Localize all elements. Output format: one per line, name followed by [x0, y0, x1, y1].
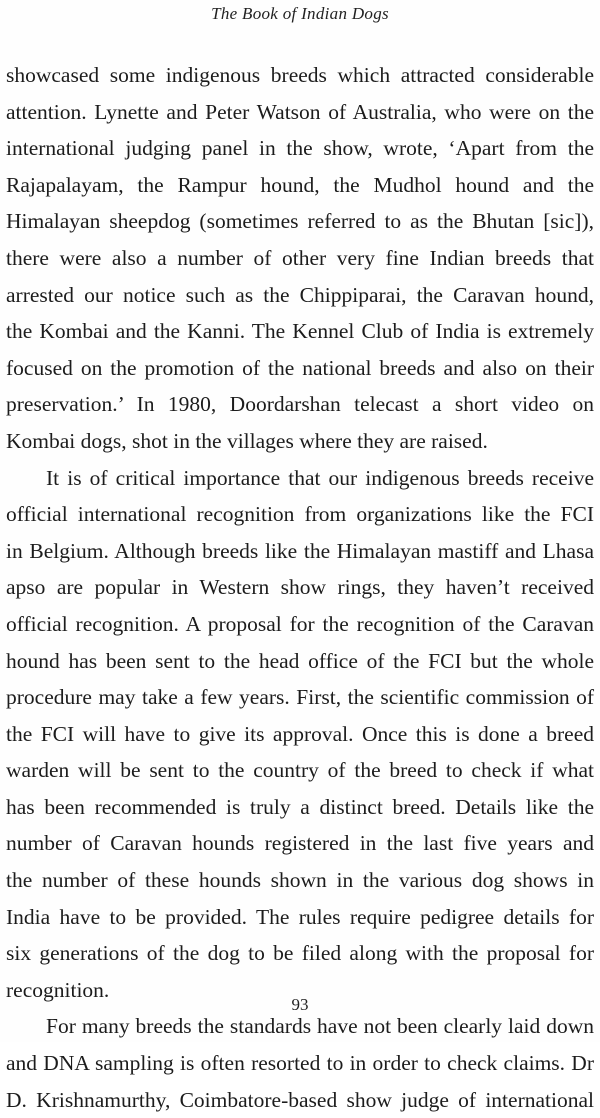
- running-head: The Book of Indian Dogs: [211, 4, 389, 23]
- paragraph-first-line: It is of critical importance that our indigenous breeds receive: [46, 465, 594, 490]
- text-line: apso are popular in Western show rings, they haven’t received: [6, 575, 594, 600]
- text-line: there were also a number of other very fine Indian breeds that: [6, 245, 594, 270]
- text-line: arrested our notice such as the Chippiparai, the Caravan hound,: [6, 282, 594, 307]
- text-line: Rajapalayam, the Rampur hound, the Mudhol hound and the: [6, 172, 594, 197]
- text-line: Himalayan sheepdog (sometimes referred to as the Bhutan [sic]),: [6, 209, 594, 234]
- body-text: [6, 57, 594, 1118]
- text-line: hound has been sent to the head office of the FCI but the whole: [6, 648, 594, 673]
- text-line: the number of these hounds shown in the various dog shows in: [6, 868, 594, 893]
- page-number: 93: [291, 995, 309, 1014]
- text-line: attention. Lynette and Peter Watson of Australia, who were on the: [6, 99, 594, 124]
- paragraph-first-line: For many breeds the standards have not been clearly laid down: [46, 1014, 594, 1039]
- text-line: India have to be provided. The rules require pedigree details for: [6, 904, 594, 929]
- text-line: the FCI will have to give its approval. Once this is done a breed: [6, 721, 594, 746]
- text-line: focused on the promotion of the national breeds and also on their: [6, 355, 594, 380]
- text-line: Kombai dogs, shot in the villages where they are raised.: [6, 428, 488, 453]
- text-line: procedure may take a few years. First, the scientific commission of: [6, 685, 594, 710]
- text-line: international judging panel in the show, wrote, ‘Apart from the: [6, 136, 594, 161]
- text-line: official international recognition from organizations like the FCI: [6, 502, 594, 527]
- text-line: six generations of the dog to be filed along with the proposal for: [6, 941, 594, 966]
- text-line: recognition.: [6, 977, 110, 1002]
- text-line: official recognition. A proposal for the recognition of the Caravan: [6, 611, 594, 636]
- text-line: and DNA sampling is often resorted to in order to check claims. Dr: [6, 1051, 594, 1076]
- text-line: showcased some indigenous breeds which attracted considerable: [6, 63, 594, 87]
- text-line: in Belgium. Although breeds like the Himalayan mastiff and Lhasa: [6, 538, 594, 563]
- text-line: D. Krishnamurthy, Coimbatore-based show judge of international: [6, 1087, 594, 1112]
- text-line: has been recommended is truly a distinct breed. Details like the: [6, 794, 594, 819]
- text-line: the Kombai and the Kanni. The Kennel Club of India is extremely: [6, 319, 594, 344]
- text-line: preservation.’ In 1980, Doordarshan telecast a short video on: [6, 392, 594, 417]
- text-line: number of Caravan hounds registered in the last five years and: [6, 831, 594, 856]
- text-line: warden will be sent to the country of the breed to check if what: [6, 758, 594, 783]
